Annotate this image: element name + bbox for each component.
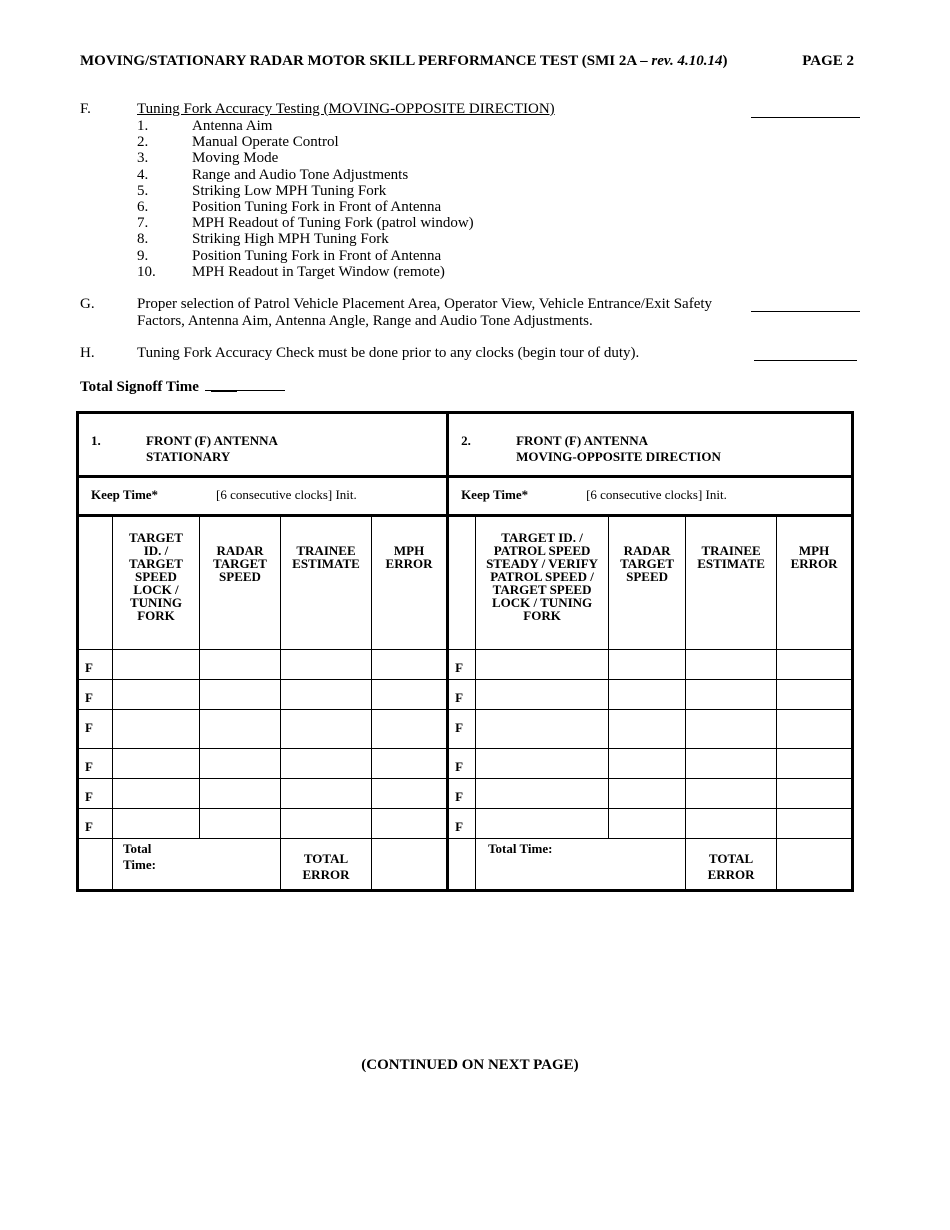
mph-error-cell[interactable] [777, 809, 853, 839]
target-cell[interactable] [476, 680, 609, 710]
score-table [76, 411, 854, 892]
list-item: 10. MPH Readout in Target Window (remote) [137, 263, 445, 280]
page-number: PAGE 2 [802, 53, 854, 69]
target-cell[interactable] [113, 710, 200, 749]
row-label-f: F [448, 749, 476, 779]
col-header-radar: RADAR TARGET SPEED [200, 516, 281, 650]
section-g-text: Proper selection of Patrol Vehicle Placement Area, Operator View, Vehicle Entrance/Exit Safety Factors, Antenna Aim, Antenna Angle, Range and Audio Tone Adjustments. [137, 296, 713, 329]
row-label-f: F [78, 779, 113, 809]
target-cell[interactable] [113, 809, 200, 839]
col-header-trainee: TRAINEE ESTIMATE [281, 516, 372, 650]
total-error-input[interactable] [777, 839, 853, 891]
mph-error-cell[interactable] [372, 650, 448, 680]
total-time-label: Total Time: [113, 839, 281, 891]
table-row [78, 779, 853, 809]
col-header-trainee: TRAINEE ESTIMATE [686, 516, 777, 650]
table-row [78, 650, 853, 680]
section-g-signoff-line[interactable] [751, 311, 860, 312]
section-g-letter: G. [80, 296, 95, 312]
total-signoff-time [80, 378, 285, 396]
radar-speed-cell[interactable] [200, 650, 281, 680]
list-item: 6. Position Tuning Fork in Front of Antenna [137, 199, 442, 216]
trainee-estimate-cell[interactable] [281, 650, 372, 680]
radar-speed-cell[interactable] [609, 710, 686, 749]
target-cell[interactable] [113, 650, 200, 680]
list-item: 3. Moving Mode [137, 150, 279, 167]
row-label-f: F [448, 650, 476, 680]
table-row [78, 710, 853, 749]
col-header-target: TARGET ID. / TARGET SPEED LOCK / TUNING FORK [113, 516, 200, 650]
total-signoff-field[interactable] [205, 378, 285, 391]
radar-speed-cell[interactable] [200, 749, 281, 779]
mph-error-cell[interactable] [372, 779, 448, 809]
radar-speed-cell[interactable] [609, 809, 686, 839]
total-error-label: TOTAL ERROR [281, 839, 372, 891]
section-f-list [137, 118, 474, 280]
table-row [78, 749, 853, 779]
section-1-header: 1. FRONT (F) ANTENNA STATIONARY [78, 413, 448, 477]
section-h-signoff-line[interactable] [754, 360, 857, 361]
row-label-f: F [448, 779, 476, 809]
table-row [78, 809, 853, 839]
mph-error-cell[interactable] [777, 779, 853, 809]
row-label-f: F [78, 809, 113, 839]
col-header-mph: MPH ERROR [777, 516, 853, 650]
radar-speed-cell[interactable] [200, 779, 281, 809]
target-cell[interactable] [113, 779, 200, 809]
total-error-input[interactable] [372, 839, 448, 891]
target-cell[interactable] [113, 749, 200, 779]
target-cell[interactable] [476, 749, 609, 779]
trainee-estimate-cell[interactable] [281, 680, 372, 710]
col-header-mph: MPH ERROR [372, 516, 448, 650]
col-header-radar: RADAR TARGET SPEED [609, 516, 686, 650]
blank-cell [448, 839, 476, 891]
total-signoff-label: Total Signoff Time [80, 379, 199, 395]
row-label-f: F [78, 749, 113, 779]
blank-cell [78, 839, 113, 891]
target-cell[interactable] [476, 809, 609, 839]
section-h-letter: H. [80, 345, 95, 361]
section-2-keep-time: Keep Time* [6 consecutive clocks] Init. [448, 477, 853, 516]
trainee-estimate-cell[interactable] [281, 809, 372, 839]
target-cell[interactable] [476, 779, 609, 809]
mph-error-cell[interactable] [372, 710, 448, 749]
trainee-estimate-cell[interactable] [686, 650, 777, 680]
table-row [78, 680, 853, 710]
row-label-f: F [78, 680, 113, 710]
totals-row [78, 839, 853, 891]
radar-speed-cell[interactable] [200, 680, 281, 710]
page-header [80, 53, 860, 70]
mph-error-cell[interactable] [777, 650, 853, 680]
target-cell[interactable] [476, 650, 609, 680]
mph-error-cell[interactable] [372, 680, 448, 710]
row-label-f: F [448, 710, 476, 749]
section-f-title: Tuning Fork Accuracy Testing (MOVING-OPPOSITE DIRECTION) [137, 101, 555, 117]
list-item: 9. Position Tuning Fork in Front of Antenna [137, 247, 442, 264]
trainee-estimate-cell[interactable] [281, 779, 372, 809]
list-item: 5. Striking Low MPH Tuning Fork [137, 182, 387, 199]
list-item: 4. Range and Audio Tone Adjustments [137, 166, 409, 183]
section-h-text: Tuning Fork Accuracy Check must be done prior to any clocks (begin tour of duty). [137, 345, 640, 361]
blank-header-cell [78, 516, 113, 650]
radar-speed-cell[interactable] [609, 749, 686, 779]
row-label-f: F [78, 650, 113, 680]
trainee-estimate-cell[interactable] [686, 710, 777, 749]
total-time-label: Total Time: [476, 839, 686, 891]
row-label-f: F [448, 680, 476, 710]
trainee-estimate-cell[interactable] [686, 749, 777, 779]
row-label-f: F [448, 809, 476, 839]
trainee-estimate-cell[interactable] [686, 680, 777, 710]
list-item: 1. Antenna Aim [137, 118, 273, 134]
section-1-keep-time: Keep Time* [6 consecutive clocks] Init. [78, 477, 448, 516]
mph-error-cell[interactable] [777, 749, 853, 779]
continued-footer: (CONTINUED ON NEXT PAGE) [361, 1057, 579, 1073]
radar-speed-cell[interactable] [609, 779, 686, 809]
list-item: 8. Striking High MPH Tuning Fork [137, 231, 389, 248]
target-cell[interactable] [476, 710, 609, 749]
trainee-estimate-cell[interactable] [281, 710, 372, 749]
radar-speed-cell[interactable] [200, 809, 281, 839]
section-2-header: 2. FRONT (F) ANTENNA MOVING-OPPOSITE DIRECTION [448, 413, 853, 477]
header-title: MOVING/STATIONARY RADAR MOTOR SKILL PERFORMANCE TEST (SMI 2A – rev. 4.10.14) [80, 53, 728, 69]
section-f-signoff-line[interactable] [751, 117, 860, 118]
mph-error-cell[interactable] [372, 749, 448, 779]
mph-error-cell[interactable] [777, 710, 853, 749]
list-item: 2. Manual Operate Control [137, 134, 339, 151]
radar-speed-cell[interactable] [609, 650, 686, 680]
trainee-estimate-cell[interactable] [686, 779, 777, 809]
section-f-letter: F. [80, 101, 91, 117]
trainee-estimate-cell[interactable] [686, 809, 777, 839]
blank-header-cell [448, 516, 476, 650]
radar-speed-cell[interactable] [200, 710, 281, 749]
mph-error-cell[interactable] [777, 680, 853, 710]
trainee-estimate-cell[interactable] [281, 749, 372, 779]
total-error-label: TOTAL ERROR [686, 839, 777, 891]
target-cell[interactable] [113, 680, 200, 710]
radar-speed-cell[interactable] [609, 680, 686, 710]
mph-error-cell[interactable] [372, 809, 448, 839]
col-header-target: TARGET ID. / PATROL SPEED STEADY / VERIFY PATROL SPEED / TARGET SPEED LOCK / TUNING FORK [476, 516, 609, 650]
row-label-f: F [78, 710, 113, 749]
list-item: 7. MPH Readout of Tuning Fork (patrol window) [137, 215, 474, 232]
